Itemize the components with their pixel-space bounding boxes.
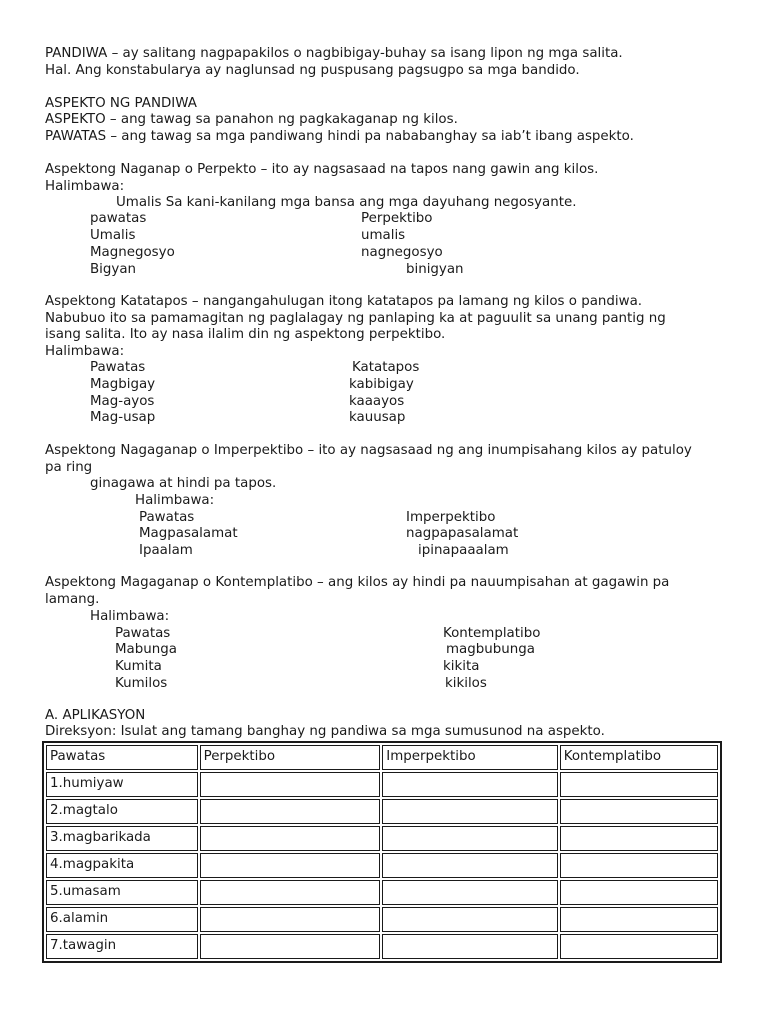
aplikasyon-heading: A. APLIKASYON — [45, 708, 146, 723]
pawatas-definition: PAWATAS – ang tawag sa mga pandiwang hindi pa nababanghay sa iab’t ibang aspekto. — [45, 129, 634, 144]
column-header-pawatas: Pawatas — [46, 745, 198, 770]
imperpektibo-answer-cell[interactable] — [382, 772, 557, 797]
perpektibo-answer-cell[interactable] — [200, 799, 381, 824]
pandiwa-definition: PANDIWA – ay salitang nagpapakilos o nagbibigay-buhay sa isang lipon ng mga salita. — [45, 46, 623, 61]
column-header-imperpektibo: Imperpektibo — [382, 745, 557, 770]
pawatas-cell: 4.magpakita — [46, 853, 198, 878]
perpektibo-answer-cell[interactable] — [200, 772, 381, 797]
aspekto-heading: ASPEKTO NG PANDIWA — [45, 96, 197, 111]
katatapos-halimbawa: Halimbawa: — [45, 344, 125, 359]
perpekto-title: Aspektong Naganap o Perpekto – ito ay nagsasaad na tapos nang gawin ang kilos. — [45, 162, 599, 177]
kontemplatibo-row-right: kikilos — [445, 676, 487, 691]
imperpektibo-answer-cell[interactable] — [382, 880, 557, 905]
imperpektibo-header-right: Imperpektibo — [406, 510, 496, 525]
kontemplatibo-line-2: lamang. — [45, 592, 100, 607]
perpektibo-answer-cell[interactable] — [200, 907, 381, 932]
kontemplatibo-row-left: Mabunga — [115, 642, 177, 657]
perpekto-row-left: Umalis — [90, 228, 136, 243]
pandiwa-example: Hal. Ang konstabularya ay naglunsad ng puspusang pagsugpo sa mga bandido. — [45, 63, 580, 78]
perpekto-header-left: pawatas — [90, 211, 147, 226]
katatapos-row-left: Mag-ayos — [90, 394, 155, 409]
column-header-kontemplatibo: Kontemplatibo — [560, 745, 718, 770]
perpekto-sentence: Umalis Sa kani-kanilang mga bansa ang mga dayuhang negosyante. — [116, 195, 577, 210]
kontemplatibo-header-left: Pawatas — [115, 626, 171, 641]
pawatas-cell: 1.humiyaw — [46, 772, 198, 797]
perpektibo-answer-cell[interactable] — [200, 880, 381, 905]
perpektibo-answer-cell[interactable] — [200, 826, 381, 851]
pawatas-cell: 2.magtalo — [46, 799, 198, 824]
table-row — [46, 772, 718, 797]
aspekto-definition: ASPEKTO – ang tawag sa panahon ng pagkakaganap ng kilos. — [45, 112, 458, 127]
table-header-row — [46, 745, 718, 770]
imperpektibo-row-right: ipinapaaalam — [418, 543, 509, 558]
katatapos-row-left: Mag-usap — [90, 410, 156, 425]
kontemplatibo-header-right: Kontemplatibo — [443, 626, 541, 641]
imperpektibo-row-left: Ipaalam — [139, 543, 193, 558]
katatapos-row-left: Magbigay — [90, 377, 156, 392]
table-row — [46, 826, 718, 851]
kontemplatibo-answer-cell[interactable] — [560, 880, 718, 905]
imperpektibo-row-left: Magpasalamat — [139, 526, 238, 541]
kontemplatibo-halimbawa: Halimbawa: — [90, 609, 170, 624]
kontemplatibo-answer-cell[interactable] — [560, 853, 718, 878]
imperpektibo-answer-cell[interactable] — [382, 907, 557, 932]
table-row — [46, 934, 718, 959]
kontemplatibo-row-left: Kumilos — [115, 676, 168, 691]
kontemplatibo-answer-cell[interactable] — [560, 799, 718, 824]
imperpektibo-answer-cell[interactable] — [382, 934, 557, 959]
kontemplatibo-answer-cell[interactable] — [560, 772, 718, 797]
perpekto-row-right: binigyan — [406, 262, 464, 277]
perpektibo-answer-cell[interactable] — [200, 853, 381, 878]
imperpektibo-answer-cell[interactable] — [382, 826, 557, 851]
table-row — [46, 853, 718, 878]
katatapos-line-3: isang salita. Ito ay nasa ilalim din ng aspektong perpektibo. — [45, 327, 446, 342]
aplikasyon-table — [42, 741, 722, 963]
imperpektibo-answer-cell[interactable] — [382, 853, 557, 878]
kontemplatibo-row-left: Kumita — [115, 659, 162, 674]
kontemplatibo-answer-cell[interactable] — [560, 826, 718, 851]
kontemplatibo-row-right: kikita — [443, 659, 480, 674]
imperpektibo-row-right: nagpapasalamat — [406, 526, 519, 541]
perpekto-row-right: umalis — [361, 228, 406, 243]
kontemplatibo-row-right: magbubunga — [446, 642, 535, 657]
column-header-perpektibo: Perpektibo — [200, 745, 381, 770]
perpekto-row-left: Magnegosyo — [90, 245, 175, 260]
kontemplatibo-line-1: Aspektong Magaganap o Kontemplatibo – ang kilos ay hindi pa nauumpisahan at gagawin pa — [45, 575, 670, 590]
aplikasyon-direksyon: Direksyon: Isulat ang tamang banghay ng pandiwa sa mga sumusunod na aspekto. — [45, 724, 605, 739]
katatapos-line-2: Nabubuo ito sa pamamagitan ng paglalagay ng panlaping ka at paguulit sa unang pantig ng — [45, 311, 666, 326]
perpekto-row-right: nagnegosyo — [361, 245, 443, 260]
katatapos-line-1: Aspektong Katatapos – nangangahulugan itong katatapos pa lamang ng kilos o pandiwa. — [45, 294, 643, 309]
perpekto-header-right: Perpektibo — [361, 211, 433, 226]
pawatas-cell: 5.umasam — [46, 880, 198, 905]
katatapos-row-right: kaaayos — [349, 394, 405, 409]
kontemplatibo-answer-cell[interactable] — [560, 934, 718, 959]
perpekto-halimbawa: Halimbawa: — [45, 179, 125, 194]
katatapos-row-right: kabibigay — [349, 377, 414, 392]
pawatas-cell: 6.alamin — [46, 907, 198, 932]
table-row — [46, 907, 718, 932]
pawatas-cell: 7.tawagin — [46, 934, 198, 959]
imperpektibo-line-1: Aspektong Nagaganap o Imperpektibo – ito ay nagsasaad ng ang inumpisahang kilos ay patuloy — [45, 443, 692, 458]
table-row — [46, 799, 718, 824]
katatapos-header-right: Katatapos — [352, 360, 420, 375]
kontemplatibo-answer-cell[interactable] — [560, 907, 718, 932]
imperpektibo-line-2: pa ring — [45, 460, 93, 475]
table-row — [46, 880, 718, 905]
imperpektibo-header-left: Pawatas — [139, 510, 195, 525]
imperpektibo-halimbawa: Halimbawa: — [135, 493, 215, 508]
katatapos-row-right: kauusap — [349, 410, 406, 425]
perpektibo-answer-cell[interactable] — [200, 934, 381, 959]
katatapos-header-left: Pawatas — [90, 360, 146, 375]
perpekto-row-left: Bigyan — [90, 262, 137, 277]
imperpektibo-answer-cell[interactable] — [382, 799, 557, 824]
pawatas-cell: 3.magbarikada — [46, 826, 198, 851]
imperpektibo-line-3: ginagawa at hindi pa tapos. — [90, 476, 277, 491]
